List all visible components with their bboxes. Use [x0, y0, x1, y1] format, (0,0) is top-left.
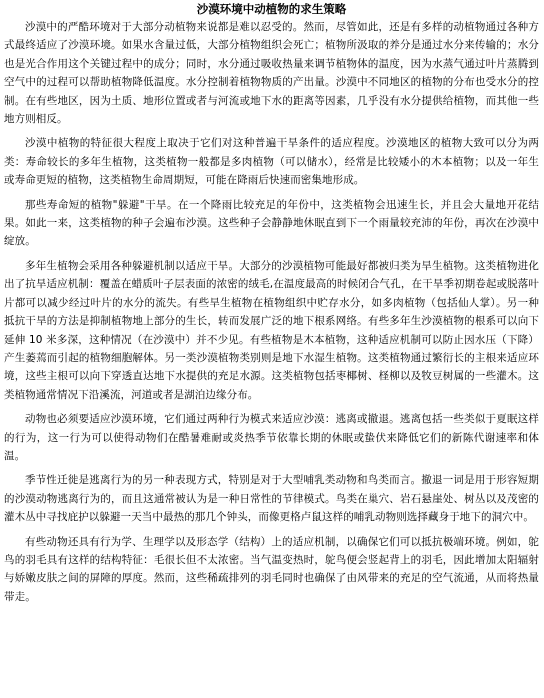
paragraph: 季节性迁徙是逃离行为的另一种表现方式，特别是对于大型哺乳类动物和鸟类而言。撤退一词是用于形容短期的沙漠动物逃离行为的，而且这通常被认为是一种日常性的节律模式。鸟类在巢穴、岩石悬崖处、树丛以及茂密的灌木丛中寻找庇护以躲避一天当中最热的那几个钟头，而像更格卢鼠这样的哺乳动物则选择藏身于地下的洞穴中。 [4, 474, 539, 524]
paragraph: 动物也必须要适应沙漠环境，它们通过两种行为模式来适应沙漠：逃离或撤退。逃离包括一些类似于夏眠这样的行为，这一行为可以使得动物们在酷暑难耐或炎热季节依靠长期的休眠或蛰伏来降低它们的新陈代谢速率和体温。 [4, 413, 539, 462]
paragraph: 沙漠中植物的特征很大程度上取决于它们对这种普遍干旱条件的适应程度。沙漠地区的植物大致可以分为两类：寿命较长的多年生植物，这类植物一般都是多肉植物（可以储水），经常是比较矮小的木本植物；以及一年生或寿命更短的植物，这类植物生命周期短，可能在降雨后快速而密集地形成。 [4, 137, 539, 187]
document-title: 沙漠环境中动植物的求生策略 [196, 2, 347, 16]
paragraph: 那些寿命短的植物"躲避"干旱。在一个降雨比较充足的年份中，这类植物会迅速生长，并且会大量地开花结果。如此一来，这类植物的种子会遍布沙漠。这些种子会静静地休眠直到下一个雨量较充沛的年份，再次在沙漠中绽放。 [4, 198, 539, 248]
paragraph: 多年生植物会采用各种躲避机制以适应干旱。大部分的沙漠植物可能最好都被归类为旱生植物。这类植物进化出了抗旱适应机制：覆盖在蜡质叶子层表面的浓密的绒毛,在温度最高的时候闭合气孔，在干旱季初期卷起或脱落叶片都可以减少经过叶片的水分的流失。有些旱生植物在植物组织中贮存水分，如多肉植物（包括仙人掌）。另一种抵抗干旱的方法是抑制植物地上部分的生长，转而发展广泛的地下根系网络。有些多年生沙漠植物的根系可以向下延伸 10 米多深，这种情况（在沙漠中）并不少见。有些植物是木本植物，这种适应机制可以防止因水压（下降）产生萎蔫而引起的植物细胞解体。另一类沙漠植物类别则是地下水湿生植物。这类植物通过繁衍长的主根来适应环境，这些主根可以向下穿透直达地下水提供的充足水源。这类植物包括枣椰树、柽柳以及牧豆树属的一些灌木。这类植物通常情况下沿溪流，河道或者是湖泊边缘分布。 [4, 259, 539, 401]
paragraph: 有些动物还具有行为学、生理学以及形态学（结构）上的适应机制，以确保它们可以抵抗极端环境。例如，鸵鸟的羽毛具有这样的结构特征：毛很长但不太浓密。当气温变热时，鸵鸟便会竖起背上的羽毛，因此增加太阳辐射与娇嫩皮肤之间的屏障的厚度。然而，这些稀疏排列的羽毛同时也确保了由风带来的充足的空气流通，从而将热量带走。 [4, 535, 539, 603]
paragraph: 沙漠中的严酷环境对于大部分动植物来说都是难以忍受的。然而，尽管如此，还是有多样的动植物通过各种方式最终适应了沙漠环境。如果水含量过低，大部分植物组织会死亡；植物所汲取的养分是通过水分来传输的；水分也是光合作用这个关键过程中的成分；同时，水分通过吸收热量来调节植物体的温度，因为水蒸气通过叶片蒸腾到空气中的过程可以帮助植物降低温度。水分控制着植物物质的产出量。沙漠中不同地区的植物的分布也受水分的控制。在有些地区，因为土质、地形位置或者与河流或地下水的距离等因素，几乎没有水分提供给植物，而其他一些地方则相反。 [4, 21, 539, 126]
